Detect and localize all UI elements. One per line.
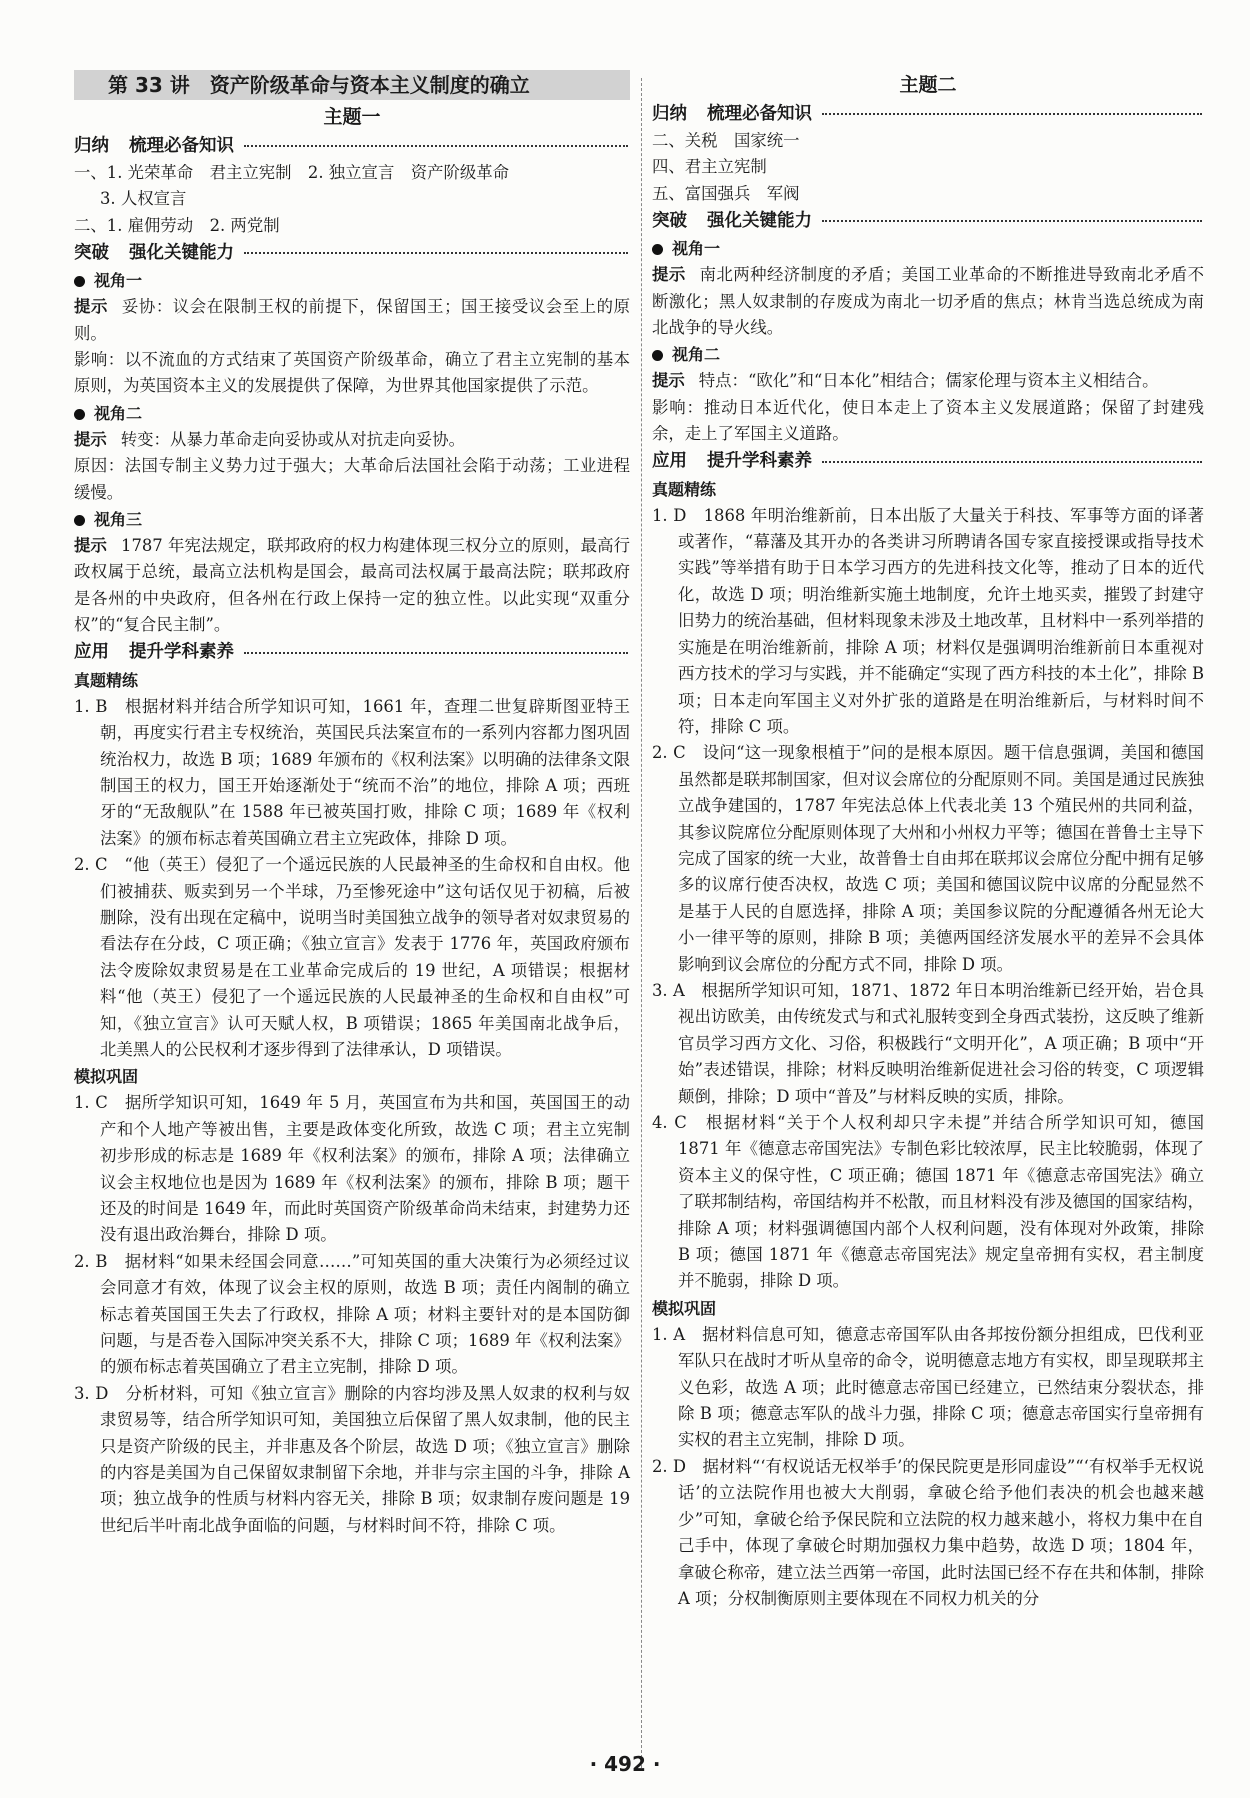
dotted-leader (244, 652, 628, 654)
hint-paragraph: 提示 1787 年宪法规定，联邦政府的权力构建体现三权分立的原则，最高行政权属于总统，最高立法机构是国会，最高司法权属于最高法院；联邦政府是各州的中央政府，但各州在行政上保持一定的独立性。以此实现“双重分权”的“复合民主制”。 (74, 536, 631, 635)
topic-title: 主题二 (899, 74, 957, 96)
dotted-leader (244, 145, 628, 147)
page-number: · 492 · (589, 1752, 661, 1776)
answer-item: 1. B 根据材料并结合所学知识可知，1661 年，查理二世复辟斯图亚特王朝，再度实行君主专权统治，英国民兵法案宣布的一系列内容都力图巩固统治权力，故选 B 项；1689 年颁布的《权利法案》以明确的法律条文限制国王的权力，国王开始逐渐处于“统而不治”的地位，排除 A 项；西班牙的“无敌舰队”在 1588 年已被英国打败，排除 C 项；1689 年《权利法案》的颁布标志着英国确立君主立宪政体，排除 D 项。 (74, 696, 630, 848)
perspective-heading: 视角三 (74, 506, 630, 533)
knowledge-line: 二、1. 雇佣劳动 2. 两党制 (74, 215, 280, 235)
hint-paragraph: 提示 转变：从暴力革命走向妥协或从对抗走向妥协。 (74, 429, 465, 449)
hint-paragraph: 提示 特点：“欧化”和“日本化”相结合；儒家伦理与资本主义相结合。 (652, 371, 1159, 391)
answer-item: 3. A 根据所学知识可知，1871、1872 年日本明治维新已经开始，岩仓具视出访欧美，由传统发式与和式礼服转变到全身西式装扮，这反映了维新官员学习西方文化、习俗，积极践行“文明开化”，A 项正确；B 项中“开始”表述错误，排除；材料反映明治维新促进社会习俗的转变，C 项逻辑颠倒，排除；D 项中“普及”与材料反映的实质，排除。 (652, 980, 1204, 1106)
column-divider (641, 78, 642, 1768)
knowledge-line: 3. 人权宣言 (100, 189, 187, 209)
perspective-heading: 视角一 (74, 267, 630, 294)
section-header-application (74, 639, 630, 667)
bullet-icon (652, 350, 663, 361)
topic-title: 主题一 (323, 106, 381, 128)
subheading-practice: 模拟巩固 (74, 1067, 139, 1087)
dotted-leader (822, 461, 1202, 463)
answer-item: 1. C 据所学知识可知，1649 年 5 月，英国宣布为共和国，英国国王的动产和个人地产等被出售，主要是政体变化所致，故选 C 项；君主立宪制初步形成的标志是 1689 年《权利法案》的颁布，排除 A 项；法律确立议会主权地位也是因为 1689 年《权利法案》的颁布，排除 B 项；题干还及的时间是 1649 年，而此时英国资产阶级革命尚未结束，封建势力还没有退出政治舞台，排除 D 项。 (74, 1093, 630, 1245)
section-title: 梳理必备知识 (129, 135, 234, 156)
answer-item: 1. A 据材料信息可知，德意志帝国军队由各邦按份额分担组成，巴伐利亚军队只在战时才听从皇帝的命令，说明德意志地方有实权，即呈现联邦主义色彩，故选 A 项；此时德意志帝国已经建立，已然结束分裂状态，排除 B 项；德意志军队的战斗力强，排除 C 项；德意志帝国实行皇帝拥有实权的君主立宪制，排除 D 项。 (652, 1324, 1204, 1450)
subheading-real-questions: 真题精练 (652, 479, 717, 499)
paragraph: 影响：推动日本近代化，使日本走上了资本主义发展道路；保留了封建残余，走上了军国主义道路。 (652, 397, 1204, 444)
subheading-practice: 模拟巩固 (652, 1298, 717, 1318)
bullet-icon (652, 244, 663, 255)
section-title: 提升学科素养 (129, 642, 234, 663)
knowledge-line: 五、富国强兵 军阀 (652, 183, 800, 203)
answer-item: 4. C 根据材料“关于个人权利却只字未提”并结合所学知识可知，德国 1871 年《德意志帝国宪法》专制色彩比较浓厚，民主比较脆弱，体现了资本主义的保守性，C 项正确；德国 1871 年《德意志帝国宪法》确立了联邦制结构，帝国结构并不松散，而且材料没有涉及德国的国家结构，排除 A 项；材料强调德国内部个人权利问题，没有体现对外政策，排除 B 项；德国 1871 年《德意志帝国宪法》规定皇帝拥有实权，君主制度并不脆弱，排除 D 项。 (652, 1113, 1204, 1291)
answer-item: 3. D 分析材料，可知《独立宣言》删除的内容均涉及黑人奴隶的权利与奴隶贸易等，结合所学知识可知，美国独立后保留了黑人奴隶制，他的民主只是资产阶级的民主，并非惠及各个阶层，故选 D 项；《独立宣言》删除的内容是美国为自己保留奴隶制留下余地，并非与宗主国的斗争，排除 A 项；独立战争的性质与材料内容无关，排除 B 项；奴隶制存废问题是 19 世纪后半叶南北战争面临的问题，与材料时间不符，排除 C 项。 (74, 1383, 630, 1535)
section-title: 提升学科素养 (707, 451, 812, 472)
section-header-application (652, 448, 1204, 476)
section-title: 强化关键能力 (707, 211, 812, 232)
dotted-leader (244, 252, 628, 254)
knowledge-line: 二、关税 国家统一 (652, 131, 800, 150)
section-tag: 突破 (74, 243, 109, 264)
answer-item: 2. C 设问“这一现象根植于”问的是根本原因。题干信息强调，美国和德国虽然都是联邦制国家，但对议会席位的分配原则不同。美国是通过民族独立战争建国的，1787 年宪法总体上代表北美 13 个殖民州的共同利益，其参议院席位分配原则体现了大州和小州权力平等；德国在普鲁士主导下完成了国家的统一大业，故普鲁士自由邦在联邦议会席位分配中拥有足够多的议席行使否决权，故选 C 项；美国和德国议院中议席的分配显然不是基于人民的自愿选择，排除 A 项；美国参议院的分配遵循各州无论大小一律平等的原则，排除 B 项；美德两国经济发展水平的差异不会具体影响到议会席位的分配方式不同，排除 D 项。 (652, 743, 1204, 974)
bullet-icon (74, 276, 85, 287)
dotted-leader (822, 113, 1202, 115)
section-title: 梳理必备知识 (707, 103, 812, 124)
section-header-breakthrough (74, 239, 630, 267)
section-tag: 归纳 (74, 135, 109, 156)
paragraph: 原因：法国专制主义势力过于强大；大革命后法国社会陷于动荡；工业进程缓慢。 (74, 456, 630, 502)
hint-label: 提示 (74, 297, 108, 317)
bullet-icon (74, 409, 85, 420)
section-tag: 应用 (652, 451, 687, 472)
dotted-leader (822, 220, 1202, 222)
hint-label: 提示 (74, 429, 107, 449)
perspective-heading: 视角二 (74, 400, 630, 427)
knowledge-line: 一、1. 光荣革命 君主立宪制 2. 独立宣言 资产阶级革命 (74, 163, 510, 182)
section-tag: 归纳 (652, 103, 687, 124)
section-header-breakthrough (652, 207, 1204, 235)
hint-label: 提示 (74, 536, 108, 556)
section-header-induction (74, 132, 630, 160)
paragraph: 影响：以不流血的方式结束了英国资产阶级革命，确立了君主立宪制的基本原则，为英国资本主义的发展提供了保障，为世界其他国家提供了示范。 (74, 350, 630, 396)
perspective-heading: 视角二 (652, 341, 1204, 368)
answer-item: 2. D 据材料“‘有权说话无权举手’的保民院更是形同虚设”“‘有权举手无权说话’的立法院作用也被大大削弱，拿破仑给予他们表决的机会也越来越少”可知，拿破仑给予保民院和立法院的权力越来越小，将权力集中在自己手中，体现了拿破仑时期加强权力集中趋势，故选 D 项；1804 年，拿破仑称帝，建立法兰西第一帝国，此时法国已经不存在共和体制，排除 A 项；分权制衡原则主要体现在不同权力机关的分 (652, 1456, 1204, 1608)
lecture-title: 第 33 讲 资产阶级革命与资本主义制度的确立 (74, 70, 630, 100)
knowledge-line: 四、君主立宪制 (652, 157, 767, 177)
hint-paragraph: 提示 妥协：议会在限制王权的前提下，保留国王；国王接受议会至上的原则。 (74, 297, 631, 343)
hint-paragraph: 提示 南北两种经济制度的矛盾；美国工业革命的不断推进导致南北矛盾不断激化；黑人奴隶制的存废成为南北一切矛盾的焦点；林肯当选总统成为南北战争的导火线。 (652, 265, 1205, 338)
left-column (74, 70, 630, 1539)
section-title: 强化关键能力 (129, 243, 234, 264)
perspective-heading: 视角一 (652, 235, 1204, 262)
answer-item: 2. C “他（英王）侵犯了一个遥远民族的人民最神圣的生命权和自由权。他们被捕获、贩卖到另一个半球，乃至惨死途中”这句话仅见于初稿，后被删除，没有出现在定稿中，说明当时美国独立战争的领导者对奴隶贸易的看法存在分歧，C 项正确；《独立宣言》发表于 1776 年，英国政府颁布法令废除奴隶贸易是在工业革命完成后的 19 世纪，A 项错误；根据材料“他（英王）侵犯了一个遥远民族的人民最神圣的生命权和自由权”可知，《独立宣言》认可天赋人权，B 项错误；1865 年美国南北战争后，北美黑人的公民权利才逐步得到了法律承认，D 项错误。 (74, 855, 630, 1059)
section-header-induction (652, 100, 1204, 128)
bullet-icon (74, 515, 85, 526)
answer-item: 1. D 1868 年明治维新前，日本出版了大量关于科技、军事等方面的译著或著作，“幕藩及其开办的各类讲习所聘请各国专家直接授课或指导技术实践”等举措有助于日本学习西方的先进科技文化等，推动了日本的近代化，故选 D 项；明治维新实施土地制度，允许土地买卖，摧毁了封建守旧势力的统治基础，但材料现象未涉及土地改革，且材料中一系列举措的实施是在明治维新前，排除 A 项；材料仅是强调明治维新前日本重视对西方技术的学习与实践，并不能确定“实现了西方科技的本土化”，排除 B 项；日本走向军国主义对外扩张的道路是在明治维新后，与材料时间不符，排除 C 项。 (652, 505, 1204, 736)
hint-label: 提示 (652, 265, 686, 285)
section-tag: 突破 (652, 211, 687, 232)
right-column (652, 70, 1204, 1612)
answer-item: 2. B 据材料“如果未经国会同意……”可知英国的重大决策行为必须经过议会同意才有效，体现了议会主权的原则，故选 B 项；责任内阁制的确立标志着英国国王失去了行政权，排除 A 项；材料主要针对的是本国防御问题，与是否卷入国际冲突关系不大，排除 C 项；1689 年《权利法案》的颁布标志着英国确立了君主立宪制，排除 D 项。 (74, 1251, 630, 1377)
section-tag: 应用 (74, 642, 109, 663)
hint-label: 提示 (652, 371, 685, 391)
subheading-real-questions: 真题精练 (74, 670, 139, 690)
